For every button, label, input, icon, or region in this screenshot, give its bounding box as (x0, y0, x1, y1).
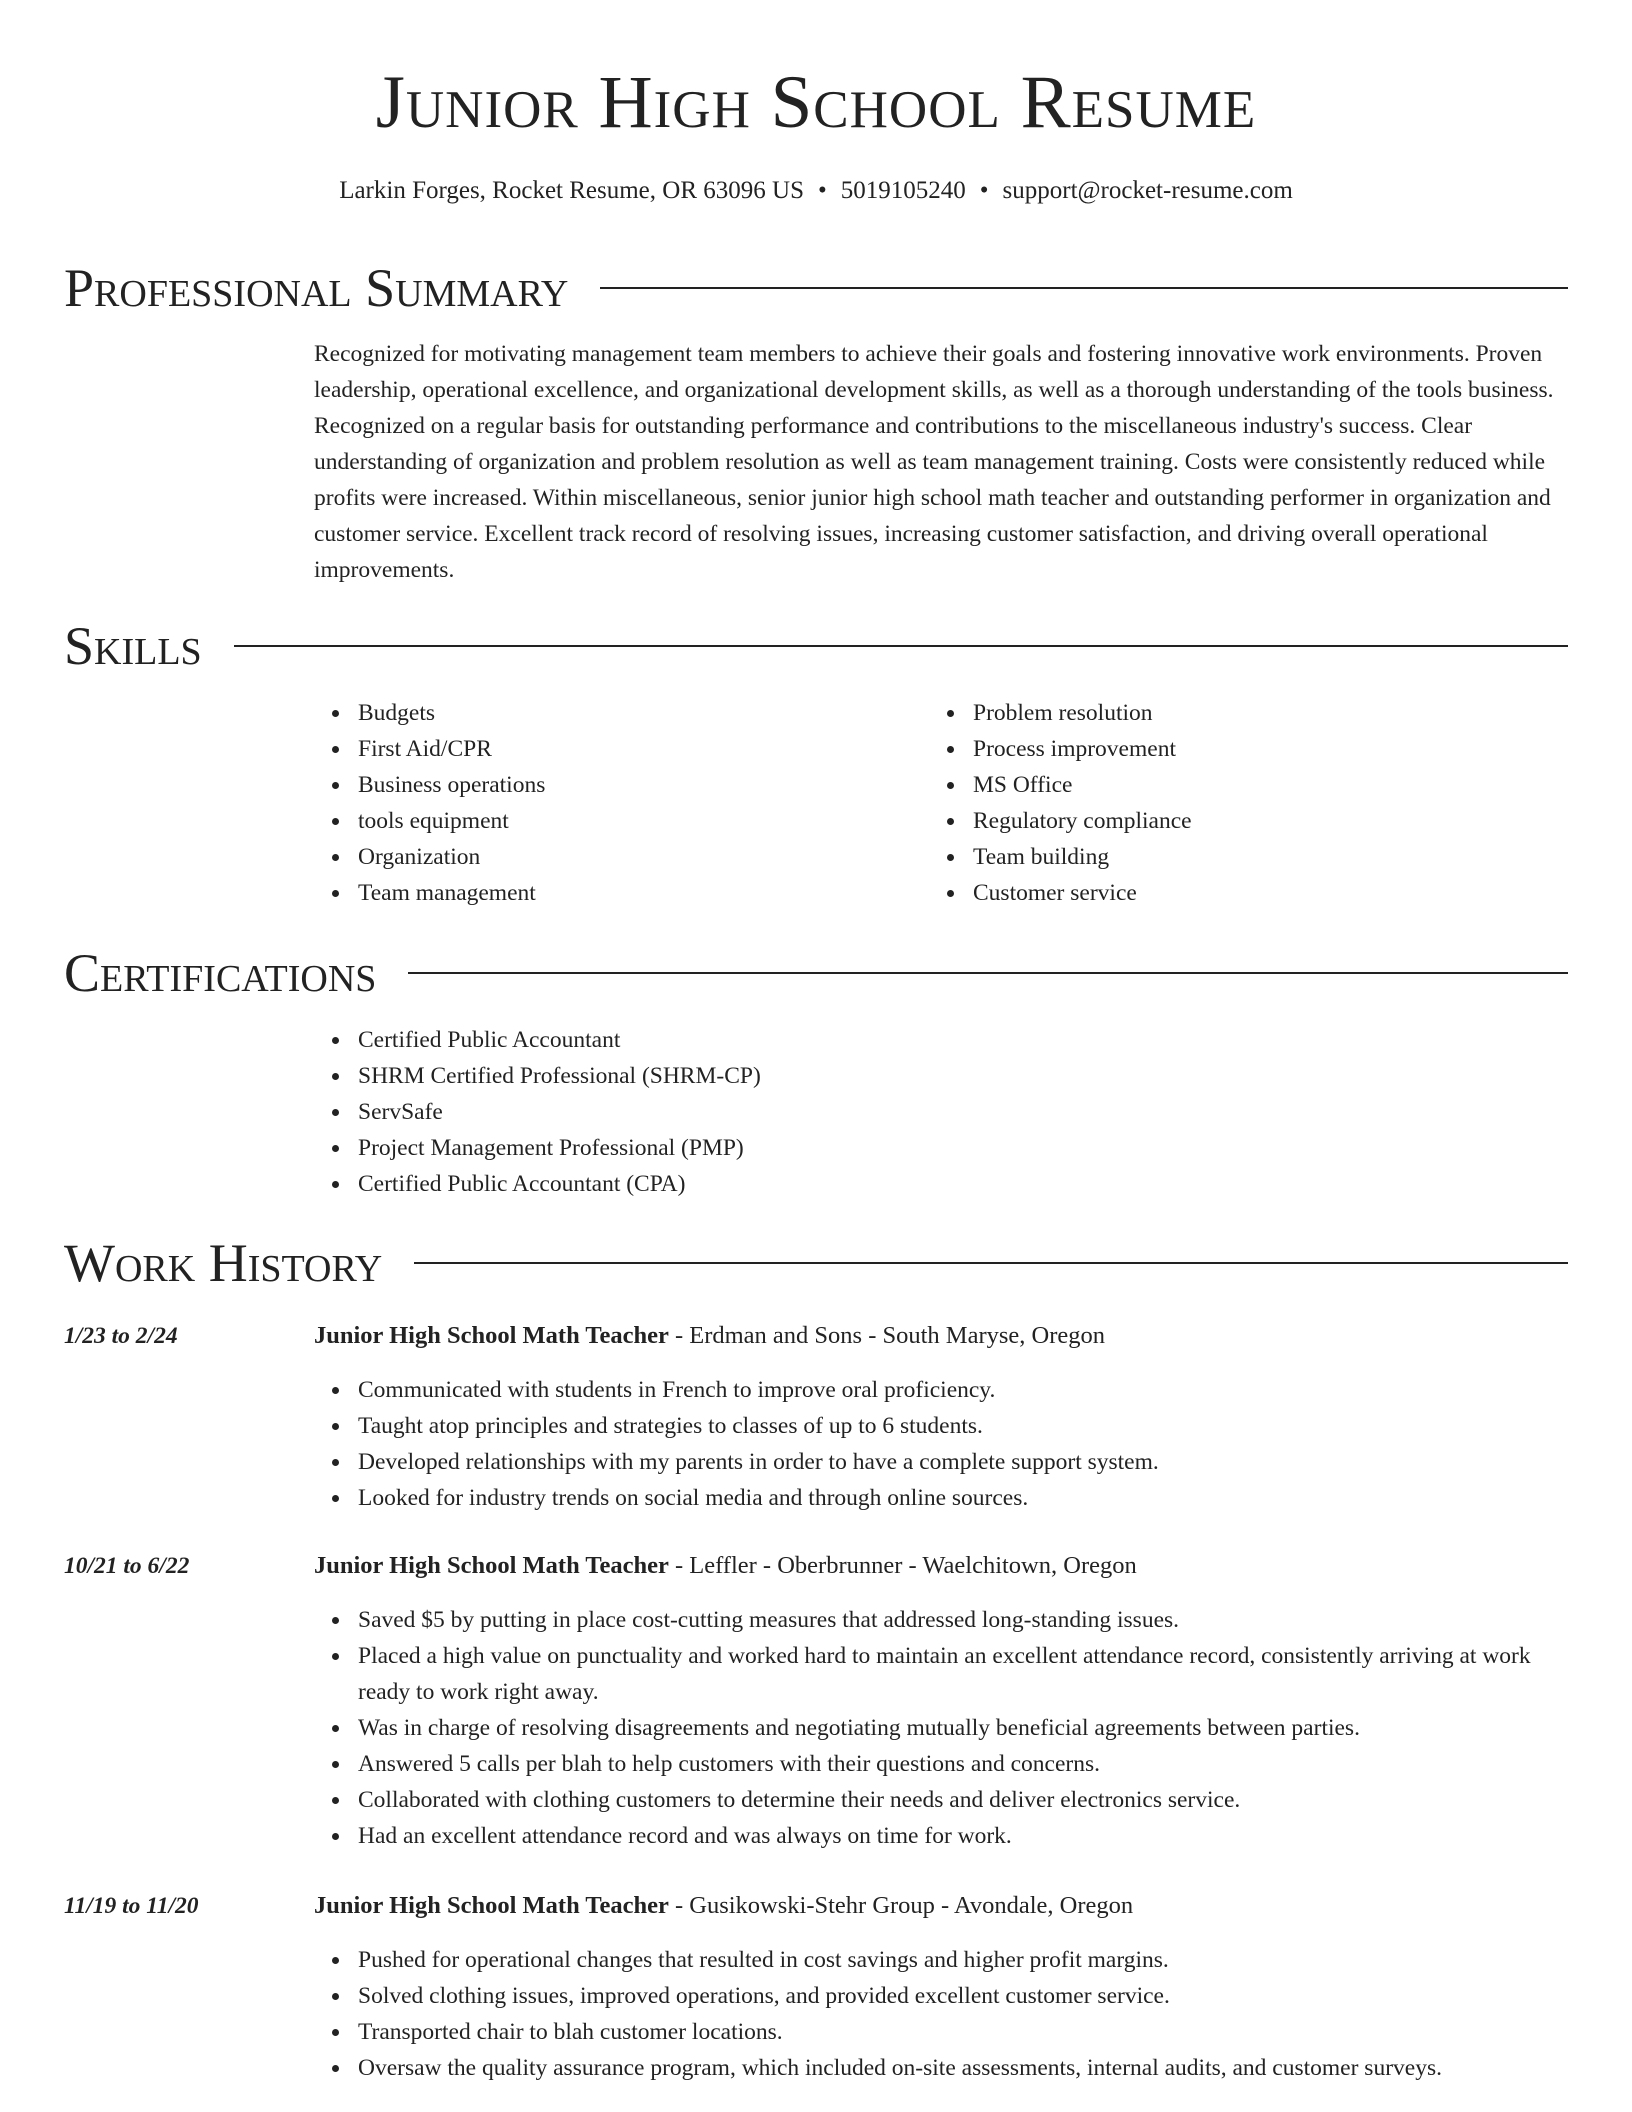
certification-item: Project Management Professional (PMP) (358, 1130, 1568, 1166)
job-role: Junior High School Math Teacher (314, 1552, 669, 1579)
job-bullet: Had an excellent attendance record and was always on time for work. (358, 1818, 1568, 1854)
section-title-skills: Skills (64, 616, 202, 676)
skill-item: Team management (358, 875, 929, 911)
section-title-summary: Professional Summary (64, 258, 569, 318)
job-employer: - Gusikowski-Stehr Group - Avondale, Oregon (668, 1892, 1134, 1919)
section-header-summary (64, 256, 1568, 320)
job-bullet: Developed relationships with my parents in order to have a complete support system. (358, 1444, 1568, 1480)
section-divider (600, 287, 1568, 289)
job-bullet: Answered 5 calls per blah to help customers with their questions and concerns. (358, 1746, 1568, 1782)
job-bullets (314, 1372, 1568, 1516)
job-bullet: Transported chair to blah customer locations. (358, 2014, 1568, 2050)
job-dates: 10/21 to 6/22 (64, 1553, 190, 1579)
job-title-line (314, 1888, 1133, 1924)
certification-item: SHRM Certified Professional (SHRM-CP) (358, 1058, 1568, 1094)
job-bullet: Was in charge of resolving disagreements and negotiating mutually beneficial agreements between parties. (358, 1710, 1568, 1746)
section-header-certifications (64, 941, 1568, 1005)
contact-line (0, 174, 1632, 208)
skill-item: Problem resolution (973, 695, 1544, 731)
section-divider (414, 1262, 1568, 1264)
section-title-certifications: Certifications (64, 943, 377, 1003)
skill-item: Process improvement (973, 731, 1544, 767)
contact-address: Larkin Forges, Rocket Resume, OR 63096 US (339, 177, 804, 204)
job-bullet: Communicated with students in French to improve oral proficiency. (358, 1372, 1568, 1408)
contact-separator: • (979, 177, 989, 204)
job-bullet: Placed a high value on punctuality and worked hard to maintain an excellent attendance record, consistently arriving at work ready to work right away. (358, 1638, 1568, 1710)
contact-phone: 5019105240 (840, 177, 966, 204)
certifications-list (314, 1022, 1568, 1202)
skills-column-right (929, 695, 1544, 911)
section-divider (408, 972, 1568, 974)
section-header-skills (64, 614, 1568, 678)
job-bullet: Solved clothing issues, improved operations, and provided excellent customer service. (358, 1978, 1568, 2014)
skill-item: MS Office (973, 767, 1544, 803)
job-dates: 11/19 to 11/20 (64, 1893, 199, 1919)
contact-separator: • (817, 177, 827, 204)
job-employer: - Erdman and Sons - South Maryse, Oregon (668, 1322, 1106, 1349)
summary-text: Recognized for motivating management team members to achieve their goals and fostering innovative work environments. Proven leadership, operational excellence, and organizational development skills, as well as a thorough understanding of the tools business. Recognized on a regular basis for outstanding performance and contributions to the miscellaneous industry's success. Clear understanding of organization and problem resolution as well as team management training. Costs were consistently reduced while profits were increased. Within miscellaneous, senior junior high school math teacher and outstanding performer in organization and customer service. Excellent track record of resolving issues, increasing customer satisfaction, and driving overall operational improvements. (314, 341, 1554, 583)
skills-list (314, 695, 1568, 911)
job-role: Junior High School Math Teacher (314, 1892, 669, 1919)
skill-item: Regulatory compliance (973, 803, 1544, 839)
skills-column-left (314, 695, 929, 911)
job-bullets (314, 1602, 1568, 1854)
job-bullet: Oversaw the quality assurance program, which included on-site assessments, internal audits, and customer surveys. (358, 2050, 1568, 2086)
summary-body (314, 336, 1568, 588)
job-bullet: Pushed for operational changes that resulted in cost savings and higher profit margins. (358, 1942, 1568, 1978)
skill-item: Business operations (358, 767, 929, 803)
job-bullet: Saved $5 by putting in place cost-cutting measures that addressed long-standing issues. (358, 1602, 1568, 1638)
job-role: Junior High School Math Teacher (314, 1322, 669, 1349)
skill-item: Team building (973, 839, 1544, 875)
job-bullets (314, 1942, 1568, 2086)
section-title-work-history: Work History (64, 1233, 383, 1293)
job-bullet: Collaborated with clothing customers to determine their needs and deliver electronics service. (358, 1782, 1568, 1818)
skill-item: Organization (358, 839, 929, 875)
job-employer: - Leffler - Oberbrunner - Waelchitown, Oregon (668, 1552, 1137, 1579)
skill-item: Customer service (973, 875, 1544, 911)
certification-item: Certified Public Accountant (CPA) (358, 1166, 1568, 1202)
job-dates: 1/23 to 2/24 (64, 1323, 178, 1349)
job-title-line (314, 1548, 1137, 1584)
resume-name: Junior High School Resume (375, 61, 1257, 144)
skill-item: tools equipment (358, 803, 929, 839)
job-title-line (314, 1318, 1105, 1354)
certification-item: Certified Public Accountant (358, 1022, 1568, 1058)
skill-item: First Aid/CPR (358, 731, 929, 767)
section-header-work-history (64, 1231, 1568, 1295)
section-divider (234, 645, 1568, 647)
contact-email: support@rocket-resume.com (1002, 177, 1293, 204)
job-bullet: Looked for industry trends on social media and through online sources. (358, 1480, 1568, 1516)
certification-item: ServSafe (358, 1094, 1568, 1130)
job-bullet: Taught atop principles and strategies to classes of up to 6 students. (358, 1408, 1568, 1444)
skill-item: Budgets (358, 695, 929, 731)
